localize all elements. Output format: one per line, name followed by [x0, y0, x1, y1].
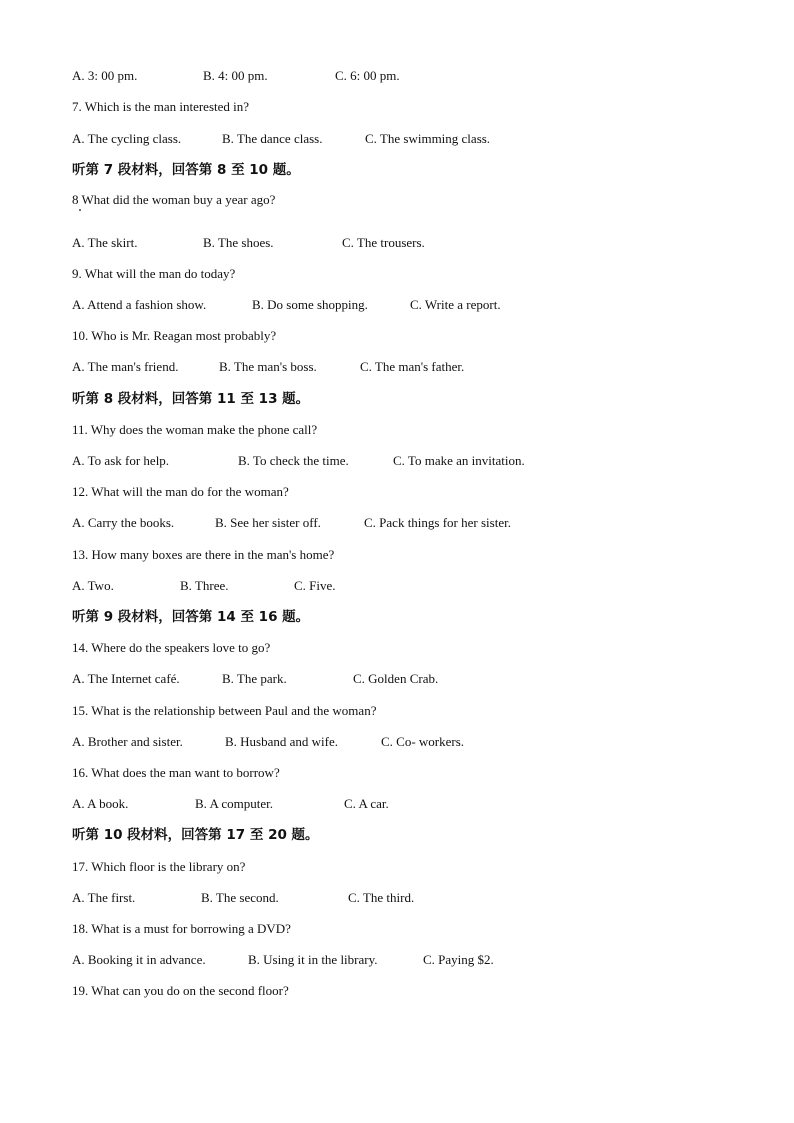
option-c: C. To make an invitation. — [393, 453, 525, 468]
option-b: B. To check the time. — [238, 453, 349, 468]
option-b: B. Using it in the library. — [248, 952, 378, 967]
option-a: A. Brother and sister. — [72, 734, 183, 749]
question-15: 15. What is the relationship between Paul and the woman? — [72, 703, 377, 718]
question-18: 18. What is a must for borrowing a DVD? — [72, 921, 291, 936]
option-a: A. Carry the books. — [72, 515, 175, 530]
question-11: 11. Why does the woman make the phone call? — [72, 422, 318, 437]
option-b: B. Do some shopping. — [252, 297, 368, 312]
option-a: A. A book. — [72, 796, 129, 811]
question-13: 13. How many boxes are there in the man's home? — [72, 547, 335, 562]
option-b: B. The man's boss. — [219, 359, 317, 374]
section-heading: 听第 7 段材料，回答第 8 至 10 题。 — [72, 162, 300, 178]
option-c: C. Golden Crab. — [353, 671, 439, 686]
question-14: 14. Where do the speakers love to go? — [72, 640, 271, 655]
option-a: A. Booking it in advance. — [72, 952, 206, 967]
question-8: 8 What did the woman buy a year ago? — [72, 192, 276, 207]
option-c: C. The man's father. — [360, 359, 465, 374]
option-a: A. 3: 00 pm. — [72, 68, 138, 83]
option-b: B. A computer. — [195, 796, 273, 811]
option-b: B. 4: 00 pm. — [203, 68, 268, 83]
option-c: C. 6: 00 pm. — [335, 68, 400, 83]
option-b: B. The shoes. — [203, 235, 274, 250]
question-16: 16. What does the man want to borrow? — [72, 765, 280, 780]
stray-dot — [79, 209, 81, 211]
question-12: 12. What will the man do for the woman? — [72, 484, 289, 499]
section-heading: 听第 9 段材料，回答第 14 至 16 题。 — [72, 609, 310, 625]
option-b: B. See her sister off. — [215, 515, 321, 530]
option-a: A. The cycling class. — [72, 131, 182, 146]
option-a: A. The man's friend. — [72, 359, 179, 374]
question-17: 17. Which floor is the library on? — [72, 859, 246, 874]
option-c: C. A car. — [344, 796, 389, 811]
option-c: C. The third. — [348, 890, 415, 905]
option-c: C. Write a report. — [410, 297, 501, 312]
option-c: C. Pack things for her sister. — [364, 515, 511, 530]
option-a: A. Two. — [72, 578, 114, 593]
option-a: A. The Internet café. — [72, 671, 180, 686]
option-c: C. Paying $2. — [423, 952, 494, 967]
question-10: 10. Who is Mr. Reagan most probably? — [72, 328, 277, 343]
question-19: 19. What can you do on the second floor? — [72, 983, 289, 998]
option-c: C. Five. — [294, 578, 336, 593]
option-a: A. The first. — [72, 890, 136, 905]
question-9: 9. What will the man do today? — [72, 266, 236, 281]
option-b: B. The dance class. — [222, 131, 323, 146]
option-b: B. Husband and wife. — [225, 734, 339, 749]
question-7: 7. Which is the man interested in? — [72, 99, 250, 114]
option-c: C. Co- workers. — [381, 734, 465, 749]
option-c: C. The trousers. — [342, 235, 425, 250]
section-heading: 听第 10 段材料，回答第 17 至 20 题。 — [72, 827, 319, 843]
option-a: A. To ask for help. — [72, 453, 170, 468]
option-a: A. The skirt. — [72, 235, 138, 250]
option-b: B. The park. — [222, 671, 287, 686]
option-b: B. The second. — [201, 890, 279, 905]
section-heading: 听第 8 段材料，回答第 11 至 13 题。 — [72, 391, 310, 407]
option-c: C. The swimming class. — [365, 131, 491, 146]
option-a: A. Attend a fashion show. — [72, 297, 207, 312]
option-b: B. Three. — [180, 578, 229, 593]
